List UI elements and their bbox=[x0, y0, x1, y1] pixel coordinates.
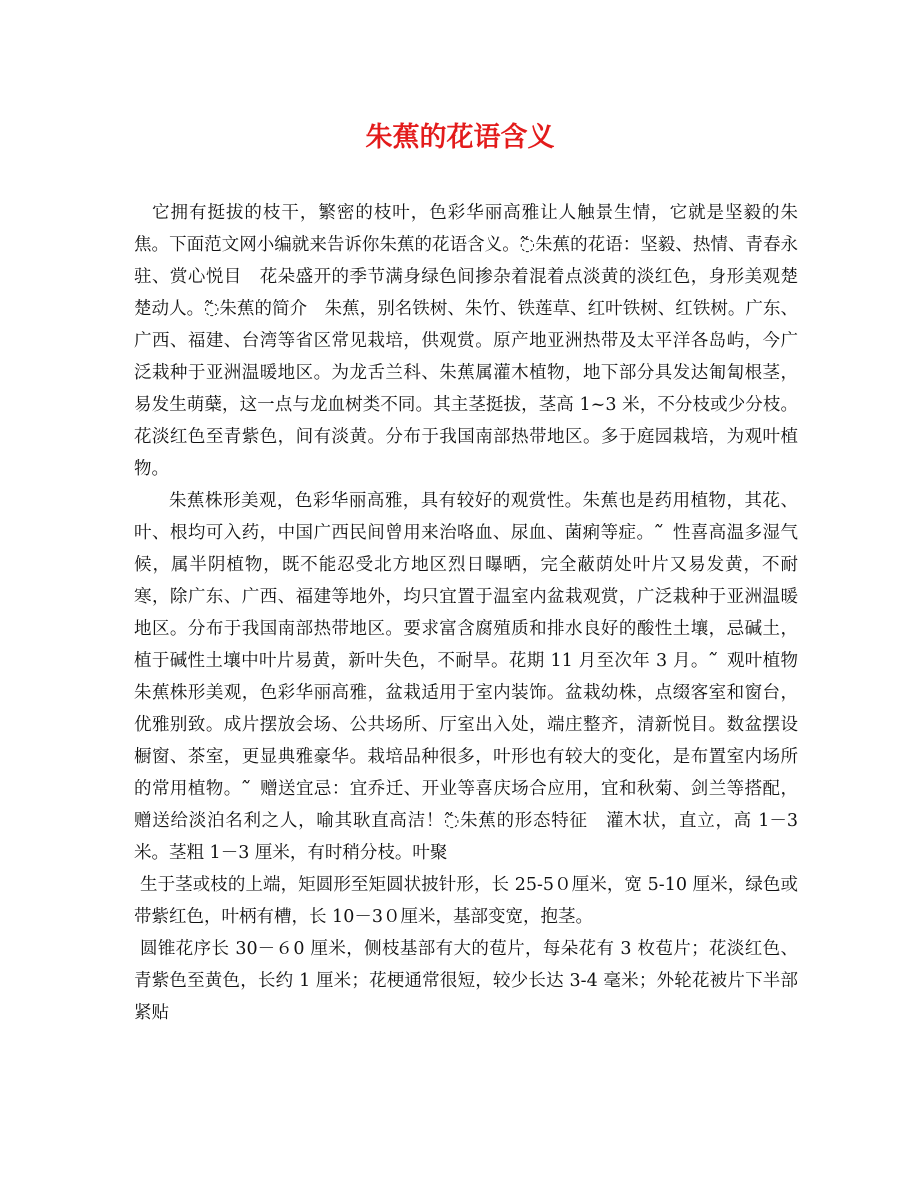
paragraph-ornamental-value: 朱蕉株形美观，色彩华丽高雅，具有较好的观赏性。朱蕉也是药用植物，其花、叶、根均可入药，中国广西民间曾用来治咯血、尿血、菌痢等症。߬ 性喜高温多湿气候，属半阴植物，既不能忍受北方地区烈日曝晒，完全蔽荫处叶片又易发黄，不耐寒，除广东、广西、福建等地外，均只宜置于温室内盆栽观赏，广泛栽种于亚洲温暖地区。分布于我国南部热带地区。要求富含腐殖质和排水良好的酸性土壤，忌碱土，植于碱性土壤中叶片易黄，新叶失色，不耐旱。花期 11 月至次年 3 月。߬ 观叶植物朱蕉株形美观，色彩华丽高雅，盆栽适用于室内装饰。盆栽幼株，点缀客室和窗台，优雅别致。成片摆放会场、公共场所、厅室出入处，端庄整齐，清新悦目。数盆摆设橱窗、茶室，更显典雅豪华。栽培品种很多，叶形也有较大的变化，是布置室内场所的常用植物。߬ 赠送宜忌：宜乔迁、开业等喜庆场合应用，宜和秋菊、剑兰等搭配，赠送给淡泊名利之人，喻其耿直高洁！߬朱蕉的形态特征 灌木状，直立，高 1－3 米。茎粗 1－3 厘米，有时稍分枝。叶聚 bbox=[134, 491, 798, 863]
document-body bbox=[134, 197, 798, 1029]
paragraph-flower-description: 圆锥花序长 30－６0 厘米，侧枝基部有大的苞片，每朵花有 3 枚苞片；花淡红色、青紫色至黄色，长约 1 厘米；花梗通常很短，较少长达 3-4 毫米；外轮花被片下半部紧贴 bbox=[134, 939, 798, 1023]
document-title: 朱蕉的花语含义 bbox=[365, 122, 555, 153]
paragraph-leaf-description: 生于茎或枝的上端，矩圆形至矩圆状披针形，长 25-5０厘米，宽 5-10 厘米，绿色或带紫红色，叶柄有槽，长 10－3０厘米，基部变宽，抱茎。 bbox=[134, 875, 798, 927]
paragraph-intro: 它拥有挺拔的枝干，繁密的枝叶，色彩华丽高雅让人触景生情，它就是坚毅的朱焦。下面范文网小编就来告诉你朱蕉的花语含义。߬朱蕉的花语：坚毅、热情、青春永驻、赏心悦目 花朵盛开的季节满身绿色间掺杂着混着点淡黄的淡红色，身形美观楚楚动人。߬朱蕉的简介 朱蕉，别名铁树、朱竹、铁莲草、红叶铁树、红铁树。广东、广西、福建、台湾等省区常见栽培，供观赏。原产地亚洲热带及太平洋各岛屿，今广泛栽种于亚洲温暖地区。为龙舌兰科、朱蕉属灌木植物，地下部分具发达匍匐根茎，易发生萌蘖，这一点与龙血树类不同。其主茎挺拔，茎高 1~3 米，不分枝或少分枝。花淡红色至青紫色，间有淡黄。分布于我国南部热带地区。多于庭园栽培，为观叶植物。 bbox=[134, 203, 798, 479]
